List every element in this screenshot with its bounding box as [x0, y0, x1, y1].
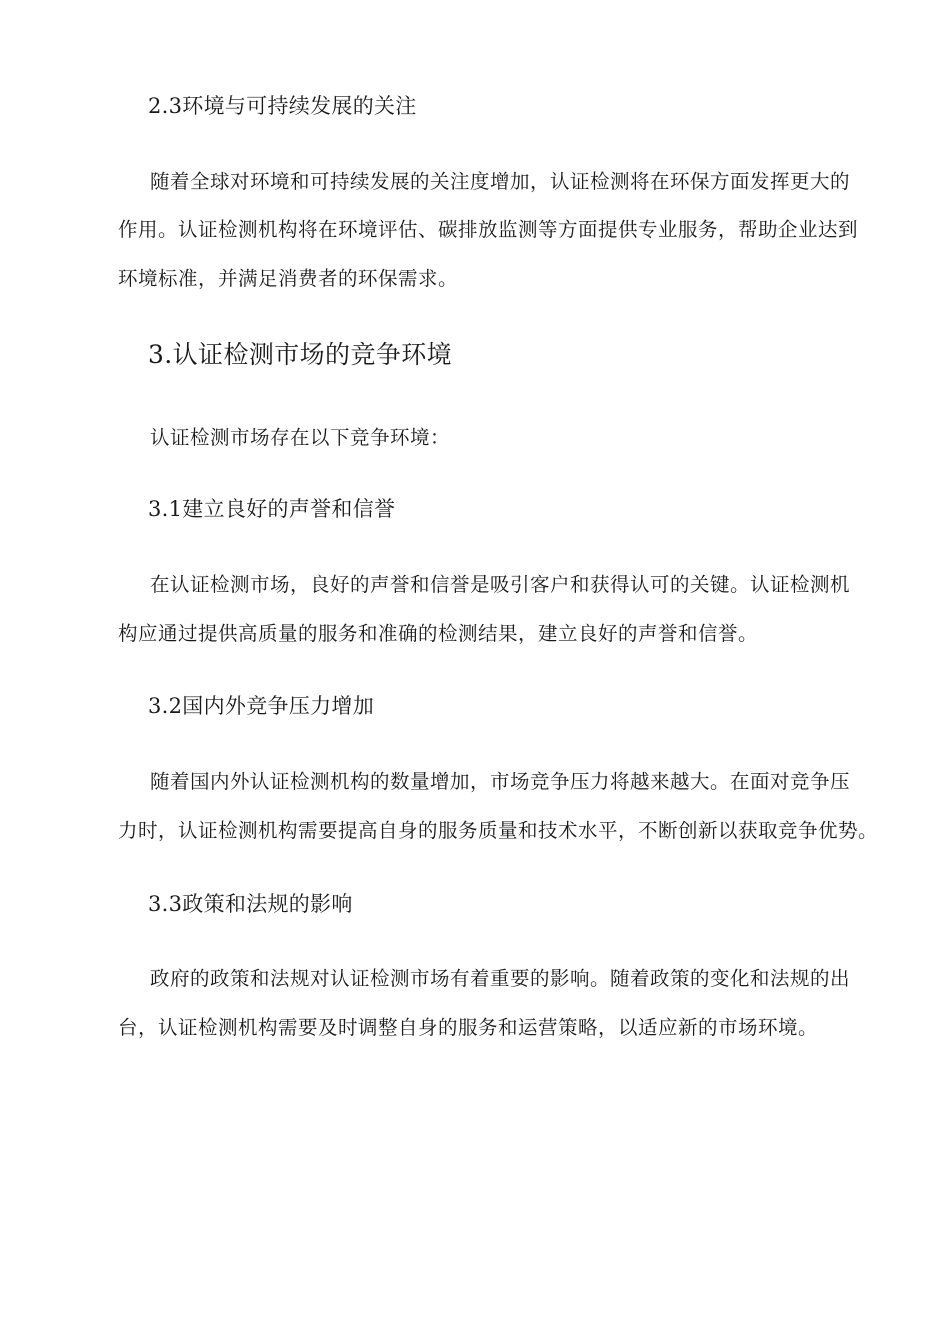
section-3-heading: 3.认证检测市场的竞争环境: [148, 340, 453, 369]
section-3-3-para-line-1: 政府的政策和法规对认证检测市场有着重要的影响。随着政策的变化和法规的出: [150, 967, 851, 990]
section-2-3-heading: 2.3环境与可持续发展的关注: [148, 94, 417, 118]
section-3-3-para-line-2: 台，认证检测机构需要及时调整自身的服务和运营策略，以适应新的市场环境。: [118, 1016, 819, 1039]
section-3-1-para-line-1: 在认证检测市场，良好的声誉和信誉是吸引客户和获得认可的关键。认证检测机: [150, 573, 851, 596]
section-2-3-para-line-1: 随着全球对环境和可持续发展的关注度增加，认证检测将在环保方面发挥更大的: [150, 170, 851, 193]
section-3-2-para-line-1: 随着国内外认证检测机构的数量增加，市场竞争压力将越来越大。在面对竞争压: [150, 770, 851, 793]
section-3-2-para-line-2: 力时，认证检测机构需要提高自身的服务质量和技术水平，不断创新以获取竞争优势。: [118, 819, 879, 842]
section-3-3-heading: 3.3政策和法规的影响: [148, 892, 353, 916]
section-3-intro: 认证检测市场存在以下竞争环境：: [150, 426, 451, 449]
section-3-2-heading: 3.2国内外竞争压力增加: [148, 694, 374, 718]
section-2-3-para-line-2: 作用。认证检测机构将在环境评估、碳排放监测等方面提供专业服务，帮助企业达到: [118, 218, 859, 241]
section-2-3-para-line-3: 环境标准，并满足消费者的环保需求。: [118, 267, 459, 290]
section-3-1-para-line-2: 构应通过提供高质量的服务和准确的检测结果，建立良好的声誉和信誉。: [118, 622, 759, 645]
section-3-1-heading: 3.1建立良好的声誉和信誉: [148, 497, 396, 521]
